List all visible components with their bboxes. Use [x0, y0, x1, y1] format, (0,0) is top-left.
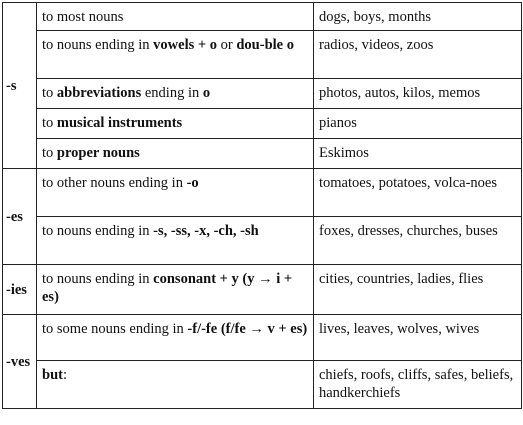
rule-keyword: but	[42, 367, 63, 383]
rule-text: or	[217, 37, 237, 53]
rule-text: to other nouns ending in	[42, 175, 187, 191]
table-row	[3, 169, 522, 217]
rule-keyword: abbreviations	[56, 85, 142, 101]
rule-keyword: (f/fe → v + es)	[220, 321, 308, 337]
suffix-cell	[3, 169, 37, 265]
suffix-label: -ies	[6, 282, 27, 298]
rule-text: to	[42, 145, 57, 161]
table-row	[3, 315, 522, 361]
table-row	[3, 139, 522, 169]
examples-cell: cities, countries, ladies, flies	[314, 265, 522, 315]
suffix-cell	[3, 265, 37, 315]
examples-cell: chiefs, roofs, cliffs, safes, beliefs, handkerchiefs	[314, 361, 522, 409]
rule-cell	[37, 265, 314, 315]
rule-cell	[37, 139, 314, 169]
table-row	[3, 79, 522, 109]
rule-cell	[37, 109, 314, 139]
rule-keyword: dou-ble o	[236, 37, 294, 53]
suffix-cell	[3, 3, 37, 169]
rule-keyword: musical instruments	[56, 115, 183, 131]
rule-text: to	[42, 115, 57, 131]
rule-text: to most nouns	[42, 9, 124, 25]
rule-cell	[37, 169, 314, 217]
rule-keyword: -f/-fe	[187, 321, 218, 337]
table-row	[3, 361, 522, 409]
rule-text: to nouns ending in	[42, 37, 154, 53]
rule-keyword: vowels + o	[153, 37, 218, 53]
examples-cell: pianos	[314, 109, 522, 139]
rule-text: ending in	[141, 85, 203, 101]
examples-cell: radios, videos, zoos	[314, 31, 522, 79]
rule-text: :	[62, 367, 67, 383]
plural-endings-table	[2, 2, 522, 409]
rule-text: to nouns ending in	[42, 271, 154, 287]
examples-cell: tomatoes, potatoes, volca-noes	[314, 169, 522, 217]
rule-keyword: -s, -ss, -x, -ch, -sh	[153, 223, 259, 239]
rule-text: to nouns ending in	[42, 223, 154, 239]
examples-cell: Eskimos	[314, 139, 522, 169]
rule-cell	[37, 217, 314, 265]
table-row	[3, 109, 522, 139]
rule-cell	[37, 79, 314, 109]
rule-cell	[37, 31, 314, 79]
rule-keyword: o	[202, 85, 211, 101]
rule-cell	[37, 3, 314, 31]
suffix-label: -s	[6, 78, 17, 94]
table-row	[3, 3, 522, 31]
suffix-label: -es	[6, 209, 23, 225]
rule-keyword: (y → i + es)	[42, 271, 293, 305]
suffix-label: -ves	[6, 354, 31, 370]
rule-cell	[37, 361, 314, 409]
rule-keyword: proper nouns	[56, 145, 140, 161]
examples-cell: photos, autos, kilos, memos	[314, 79, 522, 109]
rule-cell	[37, 315, 314, 361]
rule-text: to	[42, 85, 57, 101]
rule-text: to some nouns ending in	[42, 321, 188, 337]
examples-cell: lives, leaves, wolves, wives	[314, 315, 522, 361]
rule-keyword: -o	[186, 175, 199, 191]
table-row	[3, 31, 522, 79]
table-row	[3, 265, 522, 315]
examples-cell: foxes, dresses, churches, buses	[314, 217, 522, 265]
suffix-cell	[3, 315, 37, 409]
table-row	[3, 217, 522, 265]
examples-cell: dogs, boys, months	[314, 3, 522, 31]
rule-keyword: consonant + y	[153, 271, 239, 287]
